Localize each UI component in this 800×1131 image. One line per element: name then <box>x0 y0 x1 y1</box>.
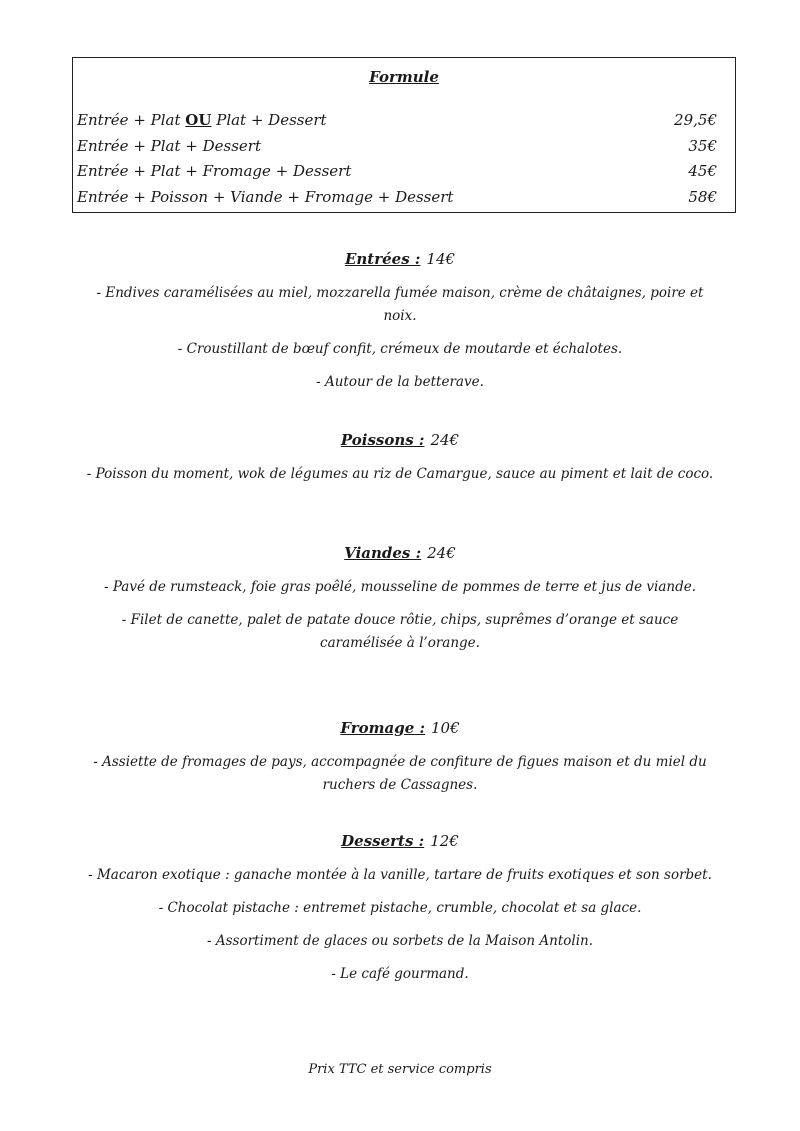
section-title <box>60 719 740 737</box>
section-name: Desserts : <box>341 832 425 850</box>
section-name: Poissons : <box>340 431 425 449</box>
menu-item: - Endives caramélisées au miel, mozzarella fumée maison, crème de châtaignes, poire et noix. <box>96 285 704 324</box>
menu-item: - Poisson du moment, wok de légumes au riz de Camargue, sauce au piment et lait de coco. <box>86 466 714 482</box>
menu-item: - Le café gourmand. <box>331 966 469 982</box>
formule-title: Formule <box>369 68 439 86</box>
menu-item: - Croustillant de bœuf confit, crémeux de moutarde et échalotes. <box>177 341 623 357</box>
section-poissons <box>60 431 740 496</box>
section-viandes <box>60 544 740 665</box>
formule-row-price: 45€ <box>688 162 717 180</box>
footer-note: Prix TTC et service compris <box>308 1062 492 1077</box>
section-title <box>60 431 740 449</box>
section-name: Entrées : <box>344 250 421 268</box>
section-name: Fromage : <box>340 719 426 737</box>
section-price: 12€ <box>430 832 459 850</box>
formule-row-label: Entrée + Plat OU Plat + Dessert <box>77 111 327 129</box>
section-price: 10€ <box>431 719 460 737</box>
section-name: Viandes : <box>344 544 422 562</box>
section-price: 14€ <box>426 250 456 268</box>
menu-item: - Assortiment de glaces ou sorbets de la Maison Antolin. <box>206 933 593 949</box>
section-price: 24€ <box>427 544 456 562</box>
section-desserts <box>60 832 740 996</box>
formule-row-price: 58€ <box>688 187 717 206</box>
formule-row-label: Entrée + Plat + Fromage + Dessert <box>77 162 352 180</box>
formule-row <box>77 185 717 211</box>
formule-row-price: 29,5€ <box>674 111 717 129</box>
menu-item: - Autour de la betterave. <box>316 374 484 390</box>
section-fromage <box>60 719 740 807</box>
formule-row-label: Entrée + Plat + Dessert <box>77 136 262 155</box>
formule-box <box>72 57 736 213</box>
menu-item: - Macaron exotique : ganache montée à la vanille, tartare de fruits exotiques et son sorbet. <box>88 867 712 883</box>
menu-item: - Filet de canette, palet de patate douce rôtie, chips, suprêmes d’orange et sauce caramélisée à l’orange. <box>121 612 679 651</box>
section-title <box>60 544 740 562</box>
formule-row <box>77 134 717 160</box>
menu-item: - Pavé de rumsteack, foie gras poêlé, mousseline de pommes de terre et jus de viande. <box>103 579 697 595</box>
formule-row <box>77 159 717 185</box>
section-entrees <box>60 250 740 404</box>
section-title <box>60 250 740 268</box>
formule-rows <box>77 108 717 210</box>
formule-row <box>77 108 717 134</box>
formule-row-price: 35€ <box>688 136 717 155</box>
section-price: 24€ <box>430 431 460 449</box>
formule-row-label: Entrée + Poisson + Viande + Fromage + Dessert <box>77 187 454 206</box>
ou-label: OU <box>185 111 212 129</box>
menu-item: - Assiette de fromages de pays, accompagnée de confiture de figues maison et du miel du ruchers de Cassagnes. <box>93 754 707 793</box>
section-title <box>60 832 740 850</box>
menu-item: - Chocolat pistache : entremet pistache, crumble, chocolat et sa glace. <box>158 900 642 916</box>
